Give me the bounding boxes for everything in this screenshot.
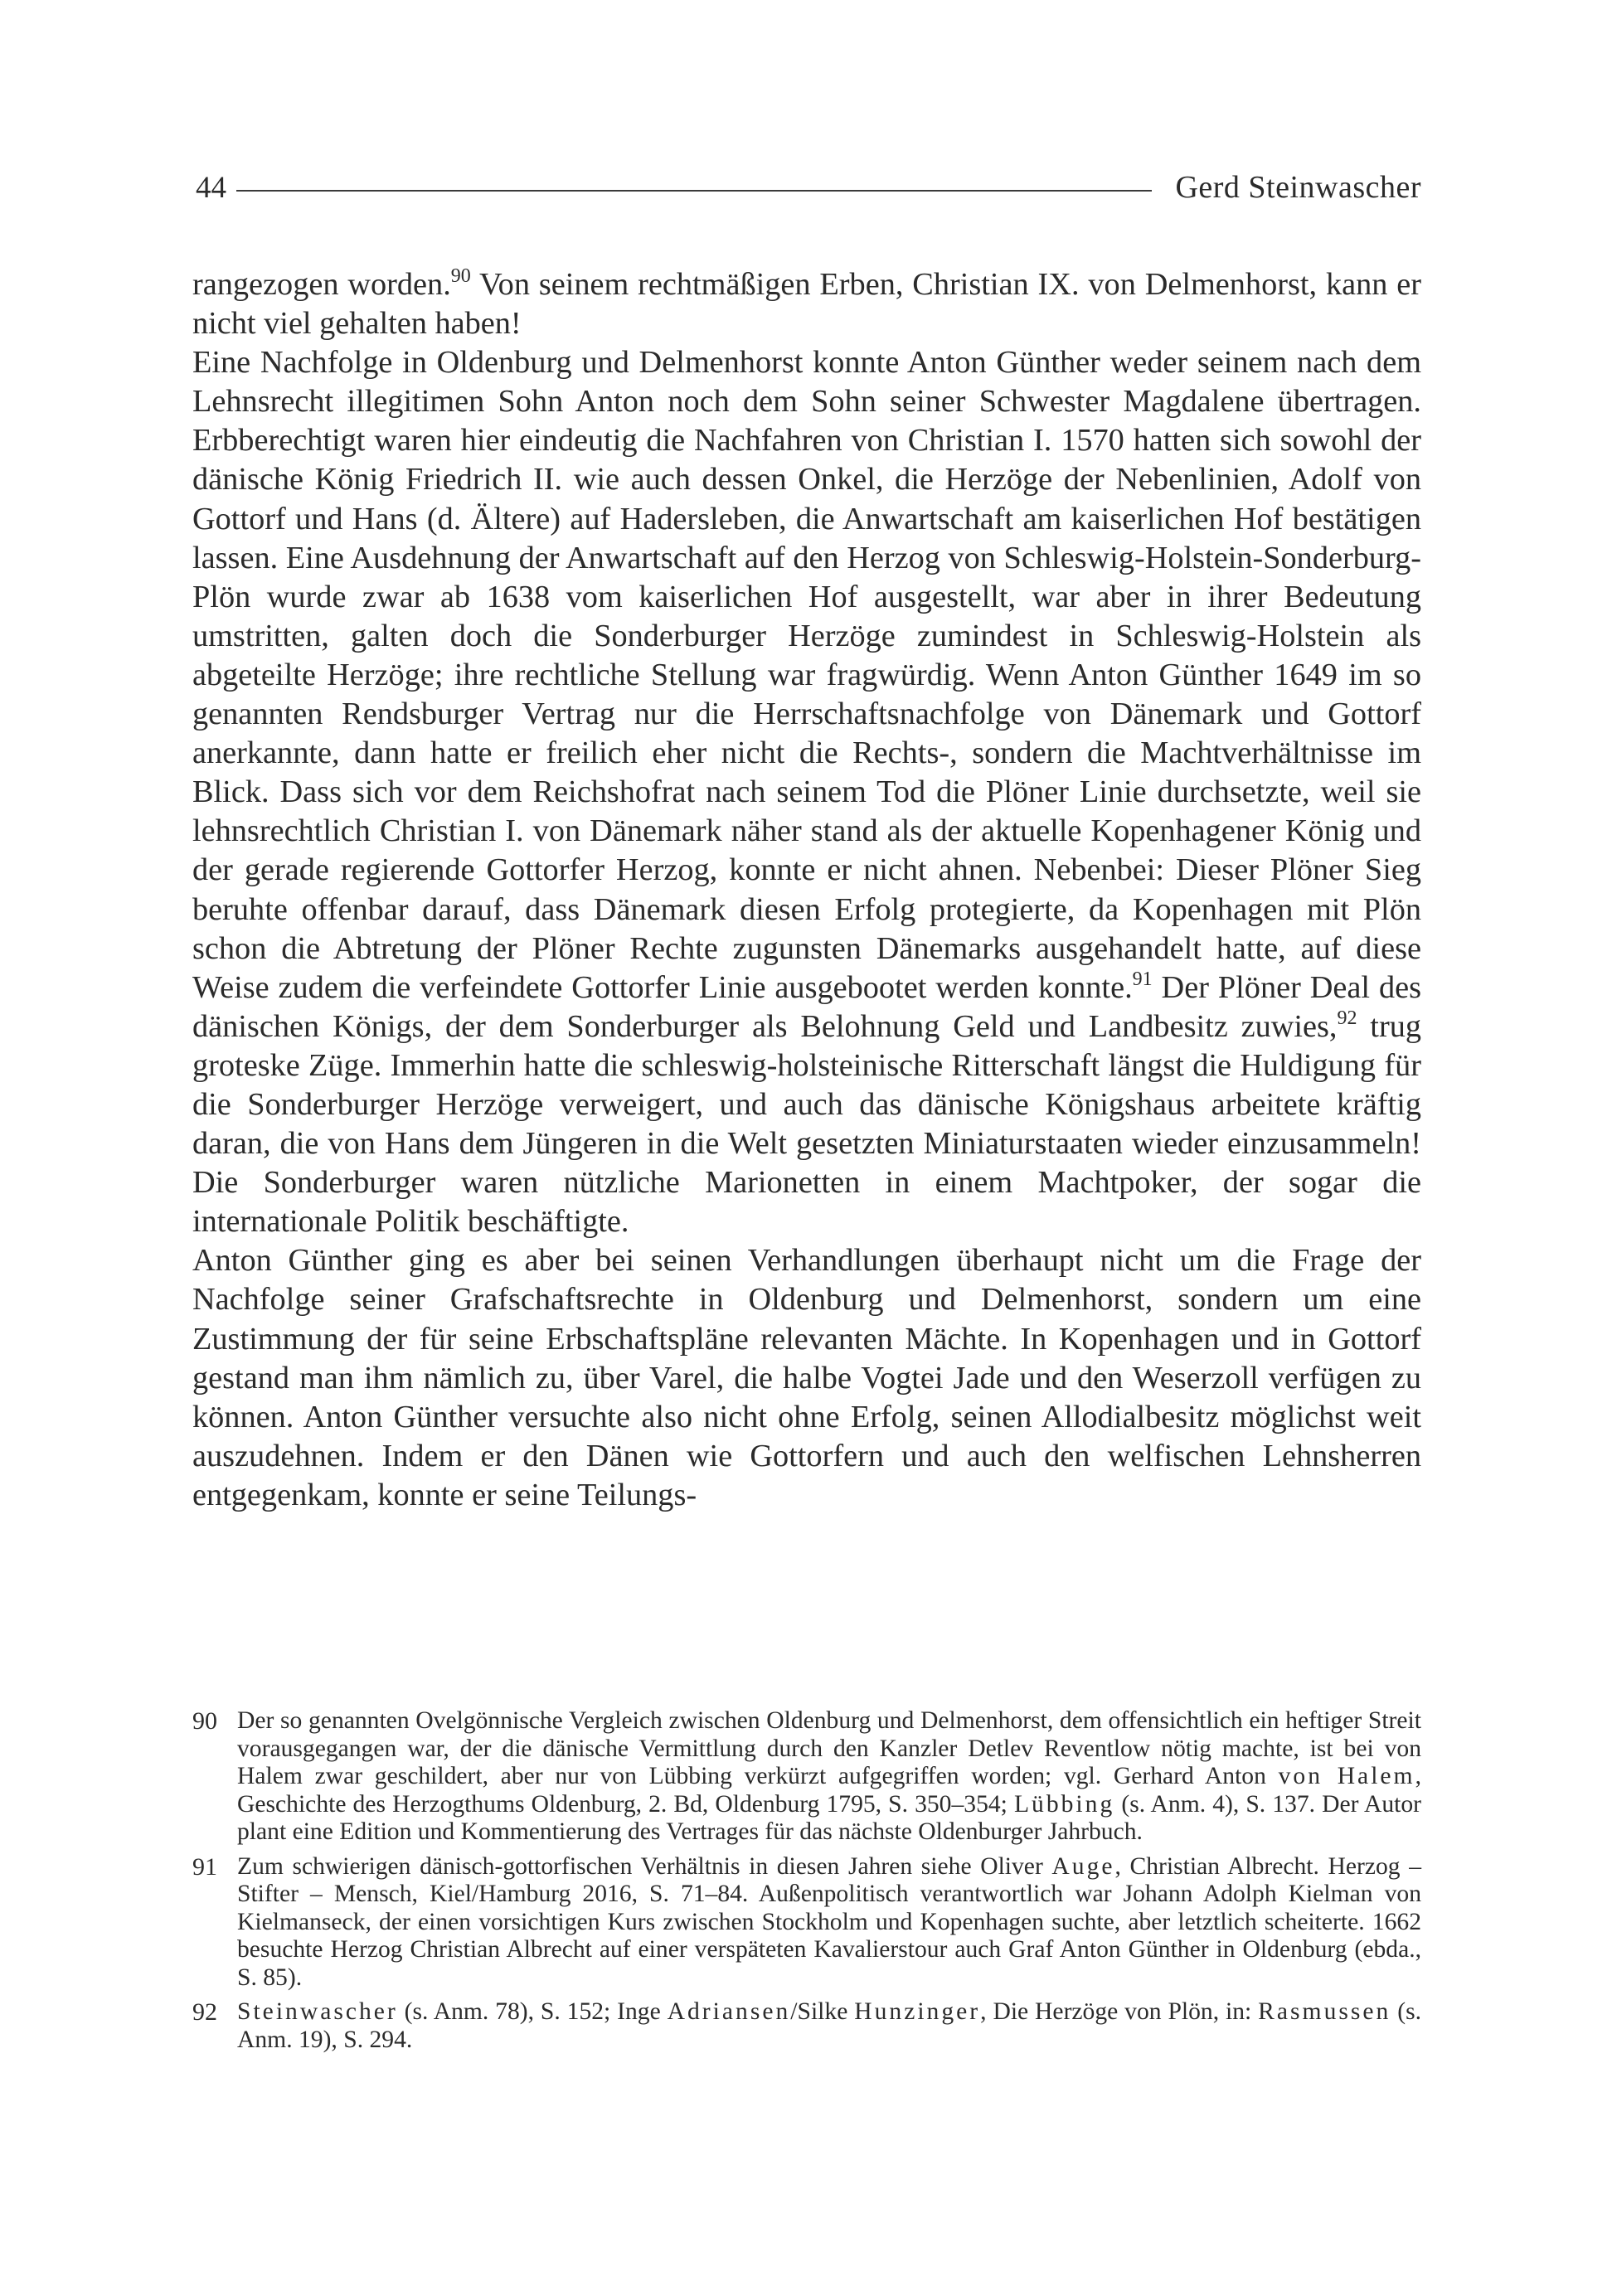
body-text (192, 265, 1421, 1515)
paragraph-2-text-b: Der Plöner Deal des dänischen Königs, der dem Sonderburger als Belohnung Geld und Landbesitz zuwies, (192, 969, 1421, 1044)
paragraph-2 (192, 343, 1421, 1241)
footnote-text (237, 1998, 1421, 2054)
author-name: von Halem (1278, 1763, 1415, 1789)
footnote-text-part: (s. Anm. 4), S. 137. Der Autor plant eine Edition und Kommentierung des Vertrages für das nächste Oldenburger Jahrbuch. (237, 1790, 1421, 1845)
footnote-text (237, 1707, 1421, 1847)
footnote-text-part: Der so genannten Ovelgönnische Vergleich zwischen Oldenburg und Delmenhorst, dem offensichtlich ein heftiger Streit vorausgegangen war, der die dänische Vermittlung durch den Kanzler Detlev Reventlow nötig machte, ist bei von Halem zwar geschildert, aber nur von Lübbing verkürzt aufgegriffen worden; vgl. Gerhard Anton (237, 1707, 1421, 1789)
footnote-text-part: (s. Anm. 78), S. 152; Inge (397, 1998, 668, 2025)
author-name: Lübbing (1013, 1790, 1115, 1818)
footnote-number: 92 (192, 1998, 217, 2026)
paragraph-2-text-a: Eine Nachfolge in Oldenburg und Delmenhorst konnte Anton Günther weder seinem nach dem Lehnsrecht illegitimen Sohn Anton noch dem Sohn seiner Schwester Magdalene übertragen. Erbberechtigt waren hier eindeutig die Nachfahren von Christian I. 1570 hatten sich sowohl der dänische König Friedrich II. wie auch dessen Onkel, die Herzöge der Nebenlinien, Adolf von Gottorf und Hans (d. Ältere) auf Hadersleben, die Anwartschaft am kaiserlichen Hof bestätigen lassen. Eine Ausdehnung der Anwartschaft auf den Herzog von Schleswig-Holstein-Sonderburg-Plön wurde zwar ab 1638 vom kaiserlichen Hof ausgestellt, war aber in ihrer Bedeutung umstritten, galten doch die Sonderburger Herzöge zumindest in Schleswig-Holstein als abgeteilte Herzöge; ihre rechtliche Stellung war fragwürdig. Wenn Anton Günther 1649 im so genannten Rendsburger Vertrag nur die Herrschaftsnachfolge von Dänemark und Gottorf anerkannte, dann hatte er freilich eher nicht die Rechts-, sondern die Machtverhältnisse im Blick. Dass sich vor dem Reichshofrat nach seinem Tod die Plöner Linie durchsetzte, weil sie lehnsrechtlich Christian I. von Dänemark näher stand als der aktuelle Kopenhagener König und der gerade regierende Gottorfer Herzog, konnte er nicht ahnen. Nebenbei: Dieser Plöner Sieg beruhte offenbar darauf, dass Dänemark diesen Erfolg protegierte, da Kopenhagen mit Plön schon die Abtretung der Plöner Rechte zugunsten Dänemarks ausgehandelt hatte, auf diese Weise zudem die verfeindete Gottorfer Linie ausgebootet werden konnte. (192, 345, 1421, 1005)
footnote-ref-92: 92 (1337, 1007, 1357, 1029)
footnote-text-part: (s. Anm. 19), S. 294. (237, 1998, 1421, 2053)
footnotes (192, 1707, 1421, 2061)
footnote-text (237, 1853, 1421, 1993)
page-number: 44 (196, 170, 226, 205)
author-name: Hunzinger (854, 1998, 981, 2025)
page-header (196, 163, 1421, 212)
footnote-ref-91: 91 (1132, 968, 1153, 990)
footnote-text-part: , Geschichte des Herzogthums Oldenburg, 2. Bd, Oldenburg 1795, S. 350–354; (237, 1763, 1421, 1818)
paragraph-1-text-a: rangezogen worden. (192, 267, 451, 302)
author-name: Rasmussen (1258, 1998, 1391, 2025)
author-name: Adriansen (667, 1998, 791, 2025)
footnote-90 (192, 1707, 1421, 1847)
paragraph-1-text-b: Von seinem rechtmäßigen Erben, Christian IX. von Delmenhorst, kann er nicht viel gehalten haben! (192, 267, 1421, 342)
footnote-text-part: Zum schwierigen dänisch-gottorfischen Verhältnis in diesen Jahren siehe Oliver (237, 1852, 1052, 1880)
author-name: Auge (1051, 1852, 1115, 1880)
author-name: Steinwascher (237, 1998, 398, 2025)
paragraph-3: Anton Günther ging es aber bei seinen Verhandlungen überhaupt nicht um die Frage der Nachfolge seiner Grafschaftsrechte in Oldenburg und Delmenhorst, sondern um eine Zustimmung der für seine Erbschaftspläne relevanten Mächte. In Kopenhagen und in Gottorf gestand man ihm nämlich zu, über Varel, die halbe Vogtei Jade und den Weserzoll verfügen zu können. Anton Günther versuchte also nicht ohne Erfolg, seinen Allodialbesitz möglichst weit auszudehnen. Indem er den Dänen wie Gottorfern und auch den welfischen Lehnsherren entgegenkam, konnte er seine Teilungs- (192, 1243, 1421, 1512)
running-head: Gerd Steinwascher (1175, 170, 1421, 205)
footnote-text-part: , Christian Albrecht. Herzog – Stifter – Mensch, Kiel/Hamburg 2016, S. 71–84. Außenpolitisch verantwortlich war Johann Adolph Kielman von Kielmanseck, der einen vorsichtigen Kurs zwischen Stockholm und Kopenhagen suchte, aber letztlich scheiterte. 1662 besuchte Herzog Christian Albrecht auf einer verspäteten Kavalierstour auch Graf Anton Günther in Oldenburg (ebda., S. 85). (237, 1852, 1422, 1991)
footnote-92 (192, 1998, 1421, 2054)
footnote-text-part: /Silke (790, 1998, 855, 2025)
footnote-ref-90: 90 (450, 265, 471, 287)
footnote-text-part: , Die Herzöge von Plön, in: (980, 1998, 1259, 2025)
footnote-number: 91 (192, 1852, 217, 1881)
paragraph-2-text-c: trug groteske Züge. Immerhin hatte die schleswig-holsteinische Ritterschaft längst die Huldigung für die Sonderburger Herzöge verweigert, und auch das dänische Königshaus arbeitete kräftig daran, die von Hans dem Jüngeren in die Welt gesetzten Miniaturstaaten wieder einzusammeln! Die Sonderburger waren nützliche Marionetten in einem Machtpoker, der sogar die internationale Politik beschäftigte. (192, 1008, 1422, 1240)
header-rule (236, 190, 1152, 192)
footnote-91 (192, 1853, 1421, 1993)
footnote-number: 90 (192, 1707, 217, 1735)
paragraph-1 (192, 265, 1421, 343)
